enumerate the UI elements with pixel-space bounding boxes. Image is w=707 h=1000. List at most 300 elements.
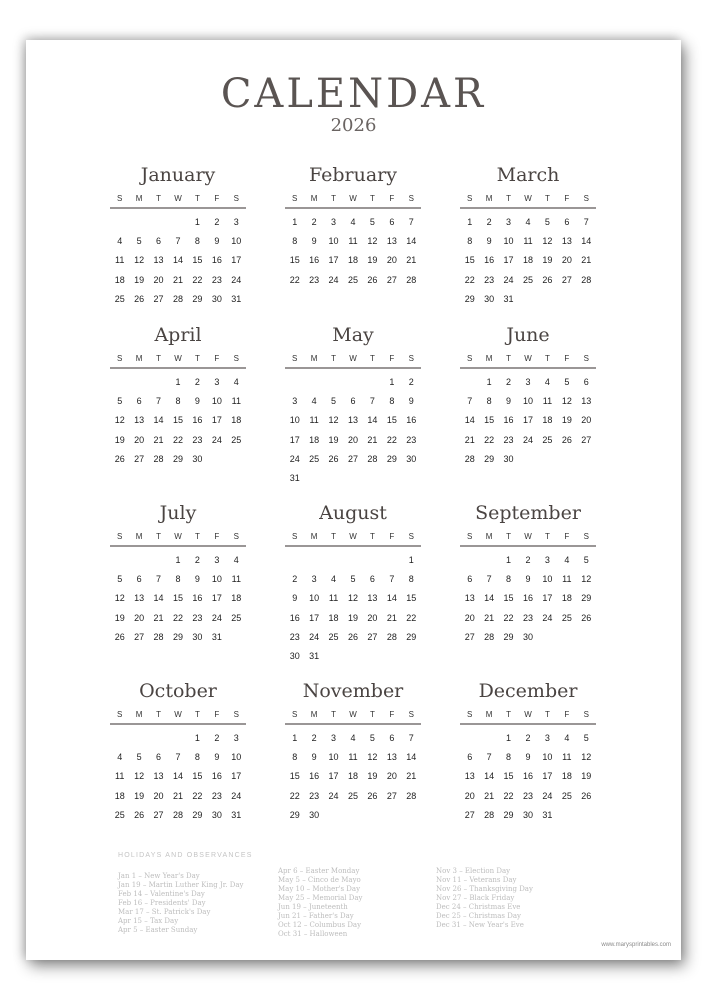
day-cell: 5 <box>136 752 142 763</box>
day-cell: 3 <box>506 217 512 227</box>
day-cell: 17 <box>231 255 242 266</box>
weekday-label: M <box>310 710 318 719</box>
day-cell: 19 <box>134 790 145 801</box>
holiday-item: Dec 24 – Christmas Eve <box>436 903 521 911</box>
weekday-header <box>110 192 246 206</box>
weekday-label: T <box>194 710 200 719</box>
weekday-label: S <box>233 354 239 363</box>
day-cell: 27 <box>581 434 592 445</box>
day-cell: 11 <box>562 574 572 585</box>
holidays-section <box>118 852 678 938</box>
day-cell: 2 <box>194 377 200 387</box>
day-cell: 16 <box>406 415 417 426</box>
day-cell: 7 <box>408 217 414 227</box>
day-cell: 18 <box>309 434 320 445</box>
month-name: August <box>319 502 387 524</box>
day-cell: 10 <box>328 236 339 247</box>
day-cell: 23 <box>192 434 203 445</box>
weekday-label: T <box>156 710 161 719</box>
day-cell: 16 <box>192 593 203 604</box>
day-cell: 15 <box>503 771 514 782</box>
header-divider <box>110 367 246 369</box>
year-label: 2026 <box>330 115 377 136</box>
holiday-item: May 10 – Mother's Day <box>278 885 361 893</box>
day-cell: 29 <box>503 631 514 642</box>
day-cell: 29 <box>503 809 514 820</box>
day-cell: 29 <box>172 631 183 642</box>
weekday-label: T <box>156 532 161 541</box>
weekday-label: M <box>485 532 493 541</box>
month-name: December <box>478 680 578 702</box>
weekday-header <box>285 530 421 544</box>
day-cell: 4 <box>311 396 317 407</box>
day-grid <box>110 551 246 647</box>
day-cell: 9 <box>292 593 298 604</box>
day-cell: 16 <box>503 415 514 426</box>
day-grid <box>110 729 246 825</box>
day-cell: 23 <box>503 434 514 445</box>
day-cell: 19 <box>114 612 125 623</box>
header-divider <box>285 367 421 369</box>
day-cell: 25 <box>114 293 125 304</box>
day-cell: 5 <box>544 217 550 227</box>
day-cell: 22 <box>484 434 495 445</box>
empty-cell <box>129 373 148 392</box>
day-cell: 13 <box>386 236 397 247</box>
weekday-label: S <box>233 194 239 203</box>
day-cell: 5 <box>331 396 337 407</box>
day-cell: 15 <box>386 415 397 426</box>
day-cell: 10 <box>231 236 242 247</box>
weekday-label: S <box>233 710 239 719</box>
weekday-label: T <box>331 194 336 203</box>
header-divider <box>460 207 596 209</box>
weekday-label: F <box>564 710 570 719</box>
day-cell: 6 <box>156 752 162 763</box>
day-cell: 13 <box>464 593 475 604</box>
day-cell: 26 <box>581 612 592 623</box>
day-cell: 11 <box>542 396 553 407</box>
day-cell: 21 <box>386 612 397 623</box>
day-cell: 13 <box>347 415 358 426</box>
day-cell: 30 <box>522 631 533 642</box>
day-cell: 21 <box>464 434 475 445</box>
weekday-label: T <box>506 194 511 203</box>
day-cell: 18 <box>328 612 339 623</box>
day-cell: 6 <box>350 396 356 407</box>
day-cell: 1 <box>292 733 298 743</box>
day-cell: 23 <box>309 274 320 285</box>
day-cell: 4 <box>350 217 356 227</box>
day-cell: 3 <box>233 733 239 743</box>
day-cell: 30 <box>289 650 300 661</box>
empty-cell <box>110 551 129 570</box>
weekday-label: W <box>524 710 532 719</box>
holiday-item: Apr 6 – Easter Monday <box>278 867 360 875</box>
weekday-label: S <box>292 194 298 203</box>
day-cell: 11 <box>348 236 358 247</box>
day-grid <box>285 213 421 290</box>
weekday-label: F <box>214 194 220 203</box>
holiday-item: Feb 14 – Valentine's Day <box>118 890 205 898</box>
day-cell: 25 <box>522 274 533 285</box>
day-cell: 7 <box>583 217 589 227</box>
empty-cell <box>285 373 304 392</box>
day-cell: 2 <box>311 733 317 743</box>
day-cell: 30 <box>522 809 533 820</box>
day-cell: 7 <box>467 396 473 407</box>
day-cell: 28 <box>464 453 475 464</box>
day-cell: 5 <box>369 217 375 227</box>
day-cell: 12 <box>581 752 592 763</box>
day-cell: 4 <box>564 733 570 743</box>
day-cell: 7 <box>156 396 162 407</box>
day-cell: 12 <box>542 236 553 247</box>
day-cell: 26 <box>542 274 553 285</box>
day-cell: 4 <box>233 555 239 565</box>
weekday-label: S <box>583 710 589 719</box>
day-cell: 14 <box>153 415 164 426</box>
weekday-header <box>285 192 421 206</box>
weekday-label: M <box>485 354 493 363</box>
day-cell: 23 <box>211 274 222 285</box>
empty-cell <box>129 729 148 748</box>
day-cell: 1 <box>292 217 298 227</box>
day-cell: 10 <box>231 752 242 763</box>
day-cell: 28 <box>172 809 183 820</box>
day-cell: 3 <box>214 555 220 565</box>
day-cell: 1 <box>194 217 200 227</box>
day-cell: 23 <box>192 612 203 623</box>
empty-cell <box>110 373 129 392</box>
day-cell: 21 <box>172 274 183 285</box>
month-name: September <box>475 502 581 524</box>
day-cell: 3 <box>544 555 550 565</box>
day-cell: 23 <box>289 631 300 642</box>
weekday-label: F <box>389 710 395 719</box>
day-cell: 31 <box>289 472 300 483</box>
weekday-label: W <box>174 532 182 541</box>
day-cell: 9 <box>214 752 220 763</box>
page-title: CALENDAR <box>220 71 487 117</box>
weekday-label: S <box>467 710 473 719</box>
day-cell: 31 <box>309 650 320 661</box>
day-cell: 28 <box>484 631 495 642</box>
day-cell: 17 <box>328 771 339 782</box>
calendar-page <box>26 40 681 960</box>
day-cell: 3 <box>214 377 220 387</box>
weekday-label: W <box>174 710 182 719</box>
day-cell: 2 <box>408 377 414 387</box>
day-cell: 17 <box>211 415 222 426</box>
day-cell: 5 <box>136 236 142 247</box>
day-cell: 30 <box>192 631 203 642</box>
header-divider <box>110 545 246 547</box>
day-cell: 9 <box>525 752 531 763</box>
day-cell: 11 <box>562 752 572 763</box>
day-cell: 2 <box>311 217 317 227</box>
day-cell: 28 <box>484 809 495 820</box>
day-cell: 17 <box>522 415 533 426</box>
weekday-label: M <box>310 532 318 541</box>
day-cell: 6 <box>156 236 162 247</box>
day-cell: 13 <box>561 236 572 247</box>
holiday-item: Jan 19 – Martin Luther King Jr. Day <box>118 881 244 889</box>
day-cell: 23 <box>522 612 533 623</box>
holiday-item: May 5 – Cinco de Mayo <box>278 876 361 884</box>
day-cell: 13 <box>367 593 378 604</box>
day-cell: 18 <box>542 415 553 426</box>
day-cell: 26 <box>114 453 125 464</box>
empty-cell <box>460 551 479 570</box>
weekday-label: T <box>506 354 511 363</box>
holiday-column <box>278 867 363 939</box>
day-cell: 28 <box>406 790 417 801</box>
day-cell: 2 <box>292 574 298 585</box>
weekday-label: S <box>408 194 414 203</box>
day-cell: 27 <box>153 293 164 304</box>
day-cell: 22 <box>192 274 203 285</box>
day-cell: 14 <box>464 415 475 426</box>
weekday-label: T <box>544 194 550 203</box>
weekday-label: S <box>408 710 414 719</box>
day-cell: 19 <box>542 255 553 266</box>
day-cell: 20 <box>134 434 145 445</box>
holiday-item: Jun 21 – Father's Day <box>278 912 354 920</box>
month-november <box>285 679 421 825</box>
month-name: July <box>159 502 197 524</box>
day-cell: 28 <box>406 274 417 285</box>
day-cell: 10 <box>522 396 533 407</box>
day-cell: 5 <box>564 377 570 387</box>
day-cell: 20 <box>386 771 397 782</box>
day-cell: 7 <box>486 752 492 763</box>
holiday-column <box>436 867 533 930</box>
day-cell: 21 <box>484 612 495 623</box>
day-cell: 13 <box>386 752 397 763</box>
day-cell: 5 <box>369 733 375 743</box>
header-divider <box>285 207 421 209</box>
day-cell: 14 <box>153 593 164 604</box>
day-cell: 6 <box>369 574 375 585</box>
holiday-column <box>118 872 244 935</box>
day-cell: 3 <box>233 217 239 227</box>
month-june <box>460 323 596 469</box>
day-cell: 16 <box>484 255 495 266</box>
header-divider <box>460 723 596 725</box>
day-cell: 13 <box>134 415 145 426</box>
day-cell: 14 <box>406 236 417 247</box>
day-cell: 15 <box>192 771 203 782</box>
empty-cell <box>304 373 323 392</box>
weekday-label: T <box>331 710 336 719</box>
day-cell: 27 <box>561 274 572 285</box>
empty-cell <box>285 551 304 570</box>
header-divider <box>285 545 421 547</box>
empty-cell <box>149 213 168 232</box>
day-cell: 4 <box>525 217 531 227</box>
weekday-label: T <box>194 354 200 363</box>
day-cell: 27 <box>134 631 145 642</box>
day-cell: 12 <box>134 771 145 782</box>
empty-cell <box>304 551 323 570</box>
day-cell: 27 <box>347 453 358 464</box>
day-cell: 15 <box>484 415 495 426</box>
day-cell: 19 <box>581 771 592 782</box>
day-cell: 25 <box>231 434 242 445</box>
day-cell: 25 <box>347 274 358 285</box>
day-cell: 13 <box>153 255 164 266</box>
day-cell: 15 <box>406 593 417 604</box>
day-cell: 18 <box>522 255 533 266</box>
day-cell: 22 <box>172 434 183 445</box>
day-cell: 1 <box>389 377 395 387</box>
day-cell: 26 <box>367 790 378 801</box>
holiday-item: Mar 17 – St. Patrick's Day <box>118 908 211 916</box>
day-cell: 15 <box>192 255 203 266</box>
day-cell: 6 <box>583 377 589 387</box>
holiday-item: Apr 15 – Tax Day <box>118 917 179 925</box>
empty-cell <box>324 373 343 392</box>
weekday-label: M <box>310 354 318 363</box>
day-cell: 23 <box>309 790 320 801</box>
weekday-label: M <box>135 710 143 719</box>
day-cell: 1 <box>194 733 200 743</box>
month-march <box>460 163 596 309</box>
day-cell: 25 <box>114 809 125 820</box>
day-cell: 31 <box>211 631 222 642</box>
day-cell: 10 <box>542 752 553 763</box>
weekday-label: M <box>135 532 143 541</box>
day-cell: 19 <box>367 255 378 266</box>
month-name: January <box>140 164 216 186</box>
day-cell: 22 <box>503 790 514 801</box>
weekday-label: S <box>408 354 414 363</box>
day-cell: 7 <box>486 574 492 585</box>
day-cell: 18 <box>114 790 125 801</box>
day-cell: 24 <box>231 274 242 285</box>
header-divider <box>460 545 596 547</box>
holiday-item: Dec 31 – New Year's Eve <box>436 921 524 929</box>
day-cell: 3 <box>525 377 531 387</box>
day-cell: 21 <box>153 612 164 623</box>
weekday-label: S <box>117 354 123 363</box>
day-cell: 25 <box>561 790 572 801</box>
day-cell: 25 <box>328 631 339 642</box>
day-cell: 17 <box>289 434 300 445</box>
day-grid <box>110 213 246 309</box>
day-cell: 8 <box>506 752 512 763</box>
day-cell: 3 <box>331 217 337 227</box>
weekday-header <box>285 352 421 366</box>
weekday-label: F <box>389 532 395 541</box>
empty-cell <box>479 729 498 748</box>
day-cell: 12 <box>134 255 145 266</box>
day-cell: 30 <box>309 809 320 820</box>
day-cell: 8 <box>194 236 200 247</box>
day-cell: 18 <box>114 274 125 285</box>
weekday-label: F <box>564 532 570 541</box>
day-cell: 9 <box>311 752 317 763</box>
day-cell: 11 <box>523 236 533 247</box>
day-cell: 26 <box>114 631 125 642</box>
weekday-label: S <box>408 532 414 541</box>
day-cell: 23 <box>211 790 222 801</box>
empty-cell <box>129 213 148 232</box>
empty-cell <box>149 729 168 748</box>
weekday-label: F <box>389 354 395 363</box>
day-cell: 8 <box>467 236 473 247</box>
day-cell: 24 <box>211 434 222 445</box>
day-cell: 24 <box>211 612 222 623</box>
month-name: November <box>302 680 404 702</box>
day-cell: 14 <box>172 255 183 266</box>
empty-cell <box>149 551 168 570</box>
month-name: February <box>308 164 397 186</box>
weekday-label: T <box>156 194 161 203</box>
day-cell: 9 <box>311 236 317 247</box>
day-cell: 16 <box>309 771 320 782</box>
day-cell: 20 <box>464 612 475 623</box>
day-cell: 29 <box>581 593 592 604</box>
holiday-item: Apr 5 – Easter Sunday <box>118 926 198 934</box>
header-divider <box>110 207 246 209</box>
weekday-header <box>460 530 596 544</box>
weekday-label: T <box>544 354 550 363</box>
day-cell: 30 <box>503 453 514 464</box>
day-cell: 12 <box>347 593 358 604</box>
day-cell: 19 <box>367 771 378 782</box>
day-cell: 16 <box>522 771 533 782</box>
empty-cell <box>460 373 479 392</box>
day-cell: 29 <box>192 293 203 304</box>
day-cell: 5 <box>117 574 123 585</box>
day-cell: 4 <box>117 236 123 247</box>
day-cell: 30 <box>211 809 222 820</box>
day-cell: 21 <box>406 255 417 266</box>
weekday-label: T <box>506 532 511 541</box>
day-cell: 12 <box>328 415 339 426</box>
holiday-item: Oct 31 – Halloween <box>278 930 348 938</box>
day-cell: 24 <box>289 453 300 464</box>
day-cell: 8 <box>292 752 298 763</box>
empty-cell <box>343 373 362 392</box>
day-cell: 16 <box>309 255 320 266</box>
weekday-header <box>460 192 596 206</box>
website-label: www.marysprintables.com <box>601 942 671 948</box>
holiday-item: Nov 27 – Black Friday <box>436 894 515 902</box>
day-cell: 10 <box>289 415 300 426</box>
weekday-label: S <box>233 532 239 541</box>
day-cell: 21 <box>484 790 495 801</box>
month-may <box>285 323 421 488</box>
day-cell: 18 <box>231 593 242 604</box>
holiday-item: Jun 19 – Juneteenth <box>278 903 348 911</box>
day-cell: 7 <box>175 236 181 247</box>
weekday-header <box>285 708 421 722</box>
day-cell: 29 <box>386 453 397 464</box>
empty-cell <box>149 373 168 392</box>
day-cell: 8 <box>389 396 395 407</box>
day-cell: 8 <box>175 574 181 585</box>
day-cell: 25 <box>231 612 242 623</box>
day-grid <box>285 729 421 825</box>
holidays-title: HOLIDAYS AND OBSERVANCES <box>118 852 253 859</box>
day-cell: 28 <box>153 453 164 464</box>
day-cell: 28 <box>367 453 378 464</box>
weekday-label: T <box>331 354 336 363</box>
empty-cell <box>363 551 382 570</box>
